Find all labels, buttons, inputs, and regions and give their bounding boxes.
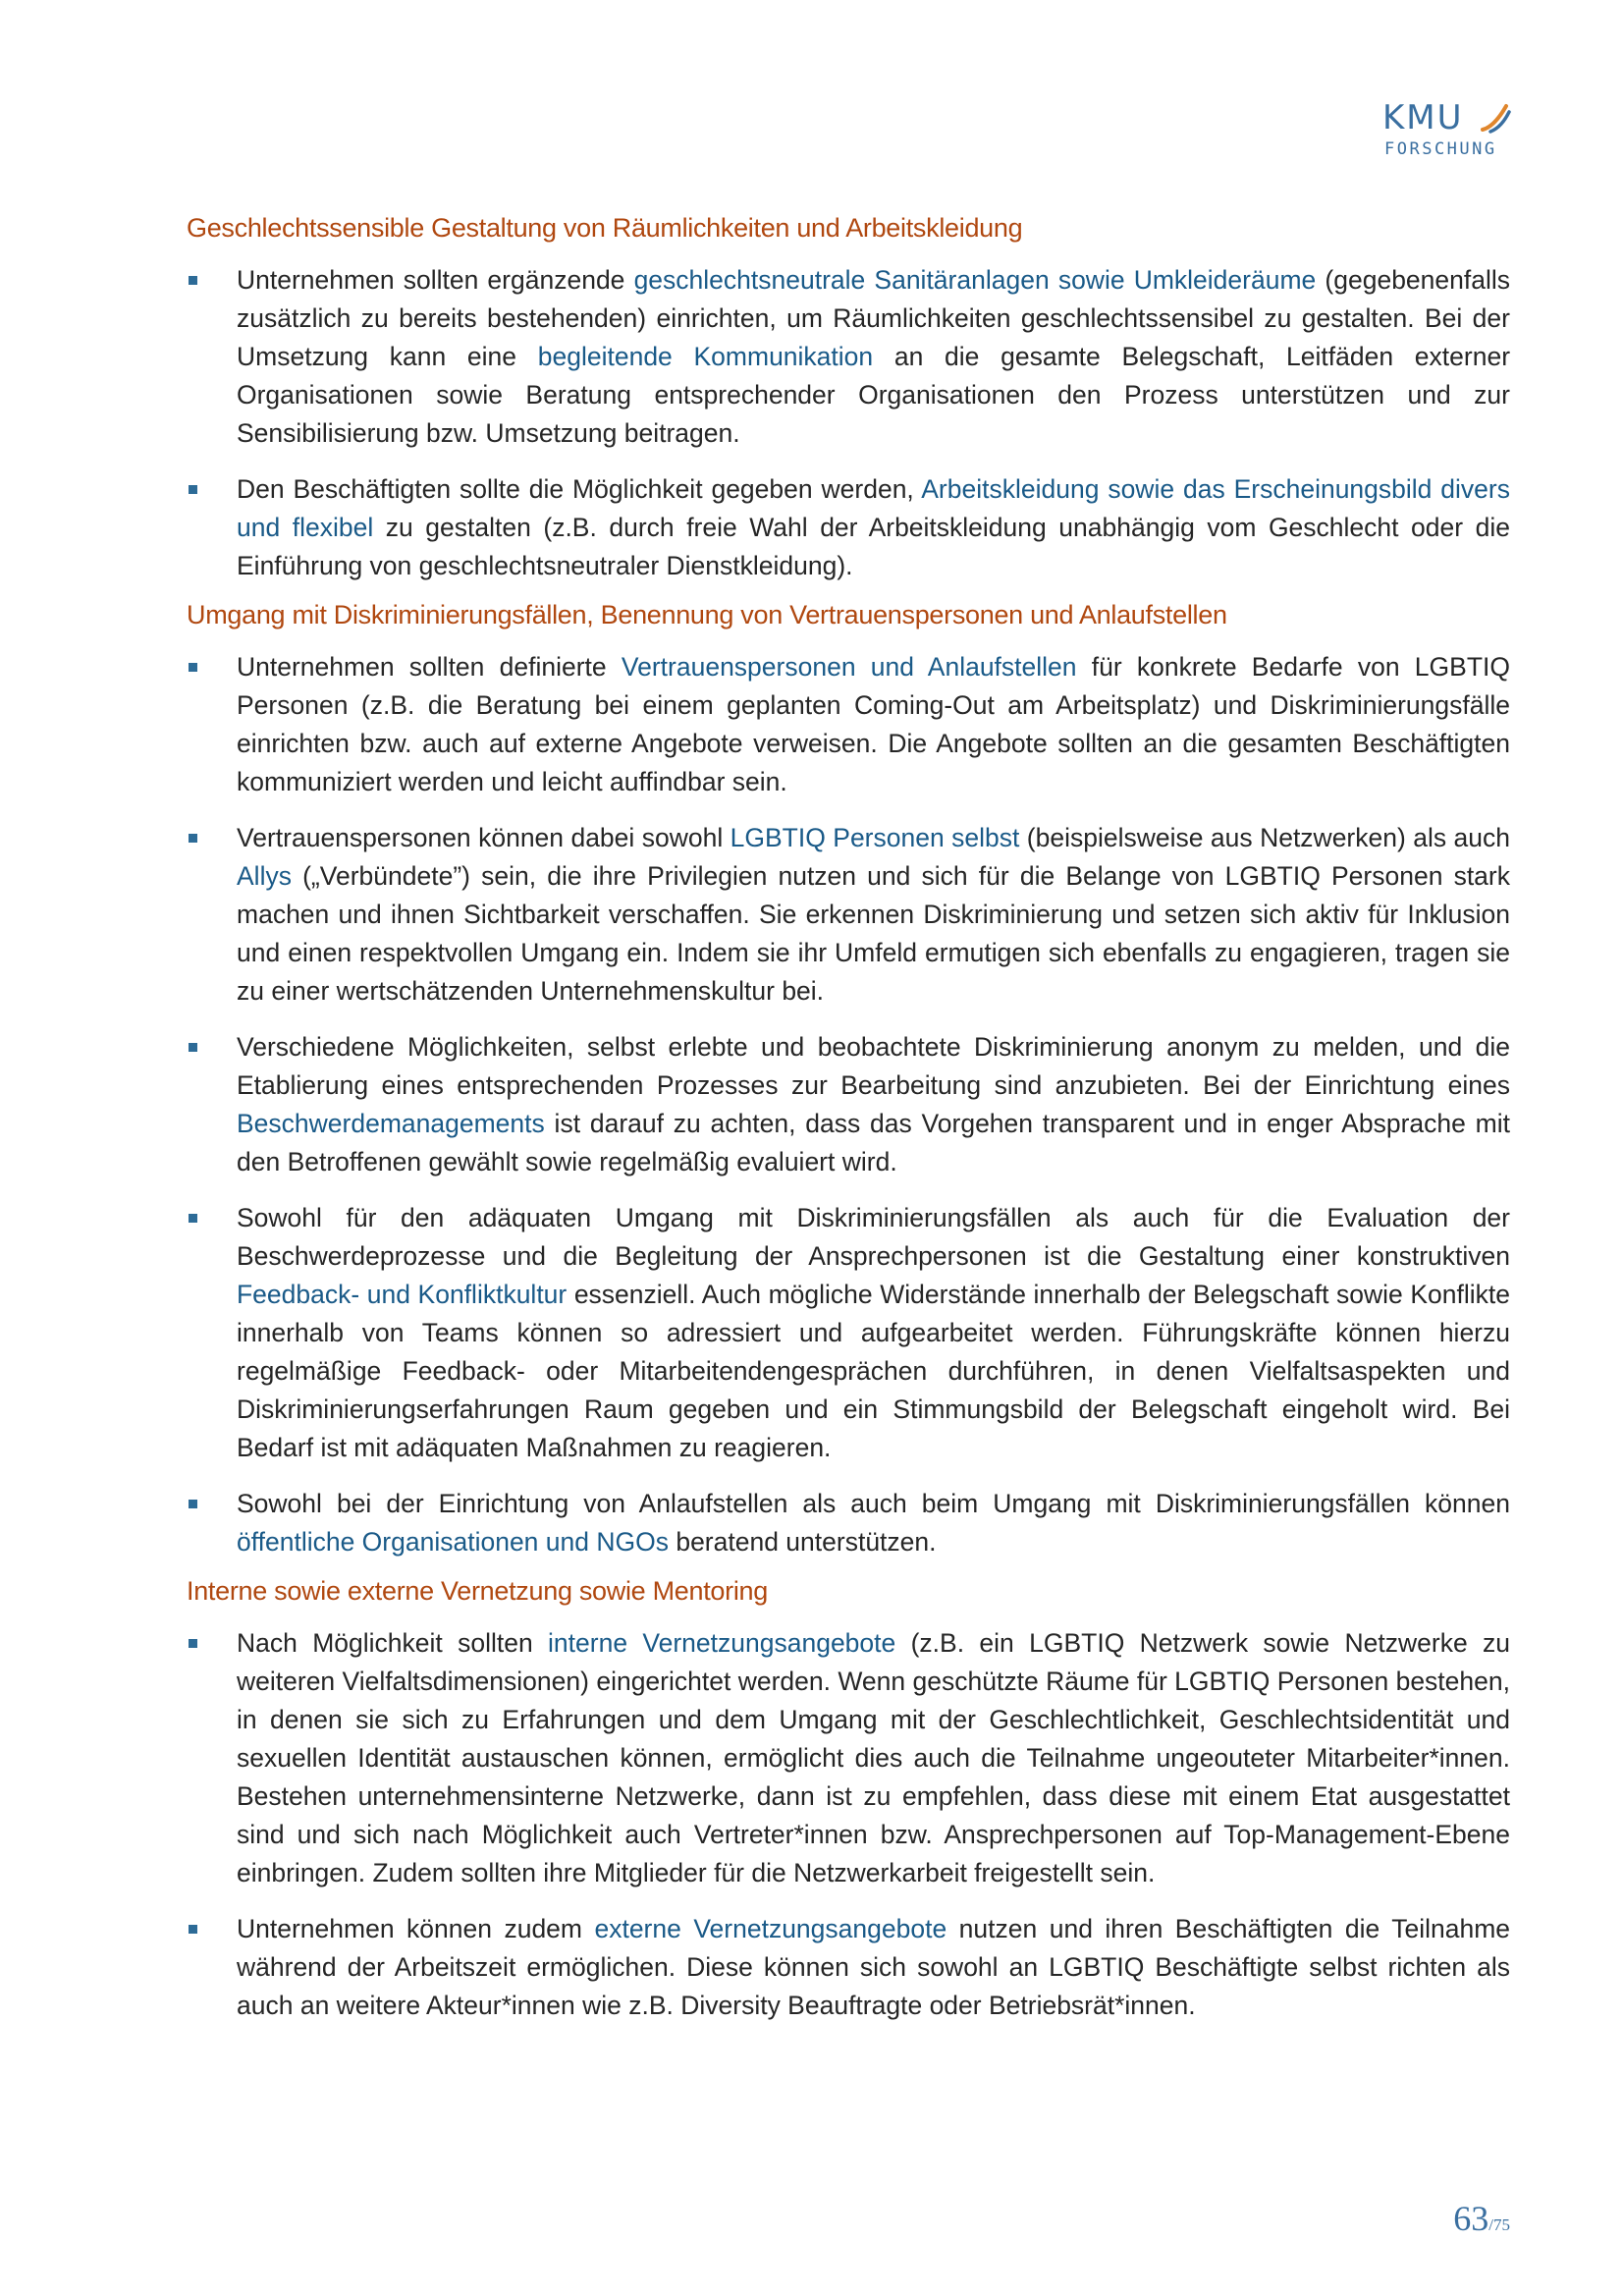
bullet-list bbox=[187, 261, 1510, 585]
bullet-square-icon bbox=[189, 1925, 197, 1934]
highlight-term: interne Vernetzungsangebote bbox=[548, 1628, 896, 1658]
list-item bbox=[187, 1199, 1510, 1467]
list-item bbox=[187, 470, 1510, 585]
bullet-square-icon bbox=[189, 1043, 197, 1052]
list-item bbox=[187, 819, 1510, 1011]
list-item bbox=[187, 261, 1510, 453]
body-text: (beispielsweise aus Netzwerken) als auch bbox=[1019, 823, 1511, 852]
logo-kmu-text: KMU bbox=[1382, 98, 1464, 137]
body-text: an die gesamte Belegschaft, Leitfäden externer Organisationen sowie Beratung entsprechender Organisationen den Prozess unterstützen und zur Sensibilisierung bzw. Umsetzung beitragen. bbox=[237, 342, 1511, 448]
list-item bbox=[187, 1910, 1510, 2025]
body-text: Unternehmen sollten ergänzende bbox=[237, 265, 634, 295]
body-text: Sowohl bei der Einrichtung von Anlaufstellen als auch beim Umgang mit Diskriminierungsfällen können bbox=[237, 1489, 1510, 1518]
highlight-term: Allys bbox=[237, 861, 292, 891]
body-text: (gegebenenfalls zusätzlich zu bereits bestehenden) einrichten, um Räumlichkeiten geschlechtssensibel zu gestalten. Bei der Umsetzung kann eine bbox=[237, 265, 1511, 371]
bullet-square-icon bbox=[189, 1500, 197, 1508]
section-heading: Geschlechtssensible Gestaltung von Räumlichkeiten und Arbeitskleidung bbox=[187, 213, 1023, 243]
body-text: zu gestalten (z.B. durch freie Wahl der Arbeitskleidung unabhängig vom Geschlecht oder die Einführung von geschlechtsneutraler Dienstkleidung). bbox=[237, 513, 1510, 580]
list-item bbox=[187, 1485, 1510, 1561]
list-item bbox=[187, 1028, 1510, 1181]
body-text: Sowohl für den adäquaten Umgang mit Diskriminierungsfällen als auch für die Evaluation der Beschwerdeprozesse und die Begleitung der Ansprechpersonen ist die Gestaltung einer konstruktiven bbox=[237, 1203, 1510, 1271]
body-text: essenziell. Auch mögliche Widerstände innerhalb der Belegschaft sowie Konflikte innerhalb von Teams können so adressiert und aufgearbeitet werden. Führungskräfte können hierzu regelmäßige Feedback- oder Mitarbeitendengesprächen durchführen, in denen Vielfaltsaspekten und Diskriminierungserfahrungen Raum gegeben und ein Stimmungsbild der Belegschaft eingeholt wird. Bei Bedarf ist mit adäquaten Maßnahmen zu reagieren. bbox=[237, 1280, 1510, 1462]
body-text: ist darauf zu achten, dass das Vorgehen transparent und in enger Absprache mit den Betroffenen gewählt sowie regelmäßig evaluiert wird. bbox=[237, 1109, 1510, 1176]
page-current: 63 bbox=[1453, 2199, 1489, 2238]
highlight-term: externe Vernetzungsangebote bbox=[594, 1914, 947, 1943]
highlight-term: Arbeitskleidung sowie das Erscheinungsbild divers und flexibel bbox=[237, 474, 1510, 542]
highlight-term: LGBTIQ Personen selbst bbox=[730, 823, 1020, 852]
kmu-forschung-logo bbox=[1382, 98, 1510, 163]
body-text: („Verbündete”) sein, die ihre Privilegien nutzen und sich für die Belange von LGBTIQ Personen stark machen und ihnen Sichtbarkeit verschaffen. Sie erkennen Diskriminierung und setzen sich aktiv für Inklusion und einen respektvollen Umgang ein. Indem sie ihr Umfeld ermutigen sich ebenfalls zu engagieren, tragen sie zu einer wertschätzenden Unternehmenskultur bei. bbox=[237, 861, 1510, 1006]
page-number bbox=[1453, 2198, 1510, 2239]
body-text: Nach Möglichkeit sollten bbox=[237, 1628, 549, 1658]
body-text: beratend unterstützen. bbox=[668, 1527, 937, 1557]
bullet-square-icon bbox=[189, 276, 197, 285]
bullet-square-icon bbox=[189, 1639, 197, 1648]
body-text: Vertrauenspersonen können dabei sowohl bbox=[237, 823, 730, 852]
highlight-term: Vertrauenspersonen und Anlaufstellen bbox=[621, 652, 1077, 682]
page-content bbox=[187, 208, 1510, 2025]
list-item bbox=[187, 648, 1510, 801]
highlight-term: Feedback- und Konfliktkultur bbox=[237, 1280, 568, 1309]
logo-forschung-text: FORSCHUNG bbox=[1384, 139, 1497, 159]
page-total: /75 bbox=[1488, 2215, 1510, 2234]
bullet-square-icon bbox=[189, 834, 197, 843]
highlight-term: begleitende Kommunikation bbox=[537, 342, 874, 371]
bullet-list bbox=[187, 1624, 1510, 2025]
bullet-square-icon bbox=[189, 663, 197, 672]
body-text: Verschiedene Möglichkeiten, selbst erlebte und beobachtete Diskriminierung anonym zu melden, und die Etablierung eines entsprechenden Prozesses zur Bearbeitung sind anzubieten. Bei der Einrichtung eines bbox=[237, 1032, 1510, 1100]
body-text: Unternehmen sollten definierte bbox=[237, 652, 622, 682]
logo-swoosh-icon bbox=[1479, 102, 1512, 136]
bullet-square-icon bbox=[189, 1214, 197, 1223]
body-text: (z.B. ein LGBTIQ Netzwerk sowie Netzwerke zu weiteren Vielfaltsdimensionen) eingerichtet werden. Wenn geschützte Räume für LGBTIQ Personen bestehen, in denen sie sich zu Erfahrungen und dem Umgang mit der Geschlechtlichkeit, Geschlechtsidentität und sexuellen Identität austauschen können, ermöglicht dies auch die Teilnahme ungeouteter Mitarbeiter*innen. Bestehen unternehmensinterne Netzwerke, dann ist zu empfehlen, dass diese mit einem Etat ausgestattet sind und sich nach Möglichkeit auch Vertreter*innen bzw. Ansprechpersonen auf Top-Management-Ebene einbringen. Zudem sollten ihre Mitglieder für die Netzwerkarbeit freigestellt sein. bbox=[237, 1628, 1511, 1887]
body-text: Unternehmen können zudem bbox=[237, 1914, 595, 1943]
highlight-term: geschlechtsneutrale Sanitäranlagen sowie Umkleideräume bbox=[633, 265, 1317, 295]
highlight-term: öffentliche Organisationen und NGOs bbox=[237, 1527, 669, 1557]
section-heading: Umgang mit Diskriminierungsfällen, Benennung von Vertrauenspersonen und Anlaufstellen bbox=[187, 600, 1227, 629]
bullet-square-icon bbox=[189, 485, 197, 494]
section-heading: Interne sowie externe Vernetzung sowie Mentoring bbox=[187, 1576, 768, 1606]
bullet-list bbox=[187, 648, 1510, 1561]
highlight-term: Beschwerdemanagements bbox=[237, 1109, 545, 1138]
body-text: für konkrete Bedarfe von LGBTIQ Personen (z.B. die Beratung bei einem geplanten Coming-Out am Arbeitsplatz) und Diskriminierungsfälle einrichten bzw. auch auf externe Angebote verweisen. Die Angebote sollten an die gesamten Beschäftigten kommuniziert werden und leicht auffindbar sein. bbox=[237, 652, 1510, 796]
body-text: Den Beschäftigten sollte die Möglichkeit gegeben werden, bbox=[237, 474, 922, 504]
list-item bbox=[187, 1624, 1510, 1892]
body-text: nutzen und ihren Beschäftigten die Teilnahme während der Arbeitszeit ermöglichen. Diese können sich sowohl an LGBTIQ Beschäftigte selbst richten als auch an weitere Akteur*innen wie z.B. Diversity Beauftragte oder Betriebsrät*innen. bbox=[237, 1914, 1511, 2020]
